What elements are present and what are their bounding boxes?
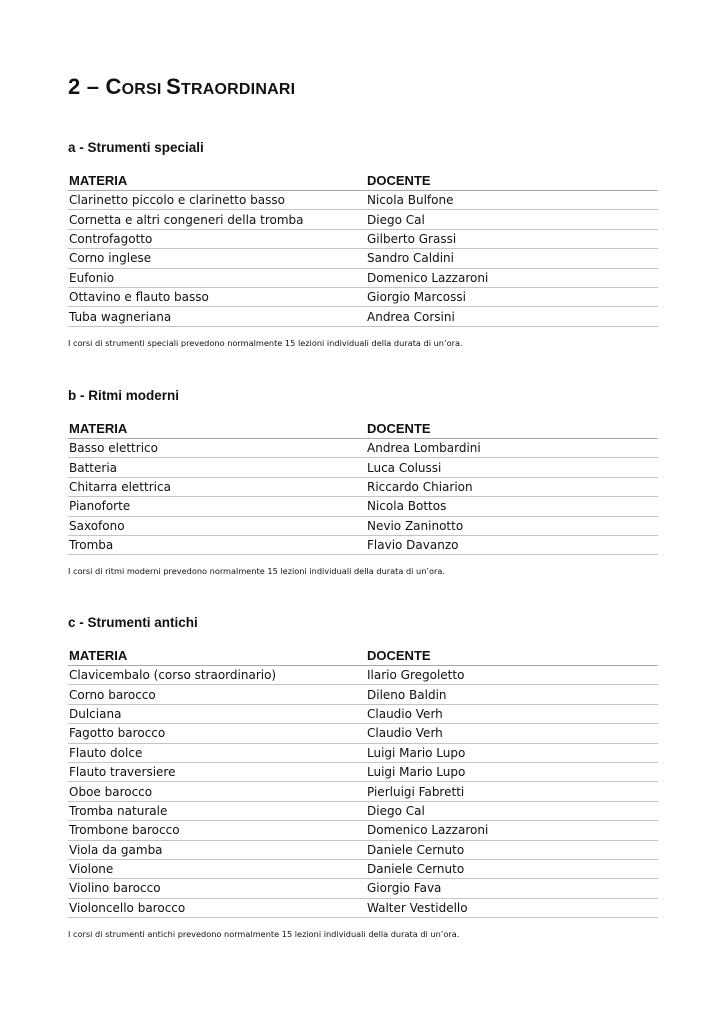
table-row <box>68 879 658 898</box>
materia-cell: Chitarra elettrica <box>68 477 366 496</box>
docente-cell: Sandro Caldini <box>366 249 658 268</box>
materia-cell: Corno barocco <box>68 685 366 704</box>
section-ritmi-moderni <box>68 386 658 577</box>
docente-cell: Andrea Corsini <box>366 307 658 326</box>
page-title-initial-1: C <box>105 74 122 99</box>
docente-cell: Domenico Lazzaroni <box>366 821 658 840</box>
docente-cell: Diego Cal <box>366 801 658 820</box>
docente-cell: Nicola Bottos <box>366 497 658 516</box>
column-header-materia: MATERIA <box>68 647 366 666</box>
docente-cell: Diego Cal <box>366 210 658 229</box>
table-row <box>68 724 658 743</box>
materia-cell: Dulciana <box>68 704 366 723</box>
materia-cell: Tuba wagneriana <box>68 307 366 326</box>
column-header-materia: MATERIA <box>68 420 366 439</box>
materia-cell: Tromba <box>68 535 366 554</box>
table-row <box>68 535 658 554</box>
materia-cell: Fagotto barocco <box>68 724 366 743</box>
table-row <box>68 704 658 723</box>
table-row <box>68 439 658 458</box>
table-header-row <box>68 172 658 191</box>
docente-cell: Claudio Verh <box>366 704 658 723</box>
docente-cell: Riccardo Chiarion <box>366 477 658 496</box>
table-row <box>68 666 658 685</box>
table-row <box>68 307 658 326</box>
materia-cell: Tromba naturale <box>68 801 366 820</box>
table-row <box>68 898 658 917</box>
courses-table <box>68 420 658 555</box>
materia-cell: Oboe barocco <box>68 782 366 801</box>
section-title: b - Ritmi moderni <box>68 388 179 403</box>
materia-cell: Basso elettrico <box>68 439 366 458</box>
materia-cell: Clarinetto piccolo e clarinetto basso <box>68 191 366 210</box>
table-row <box>68 191 658 210</box>
materia-cell: Flauto dolce <box>68 743 366 762</box>
materia-cell: Batteria <box>68 458 366 477</box>
table-row <box>68 782 658 801</box>
table-header-row <box>68 647 658 666</box>
materia-cell: Saxofono <box>68 516 366 535</box>
materia-cell: Trombone barocco <box>68 821 366 840</box>
section-note: I corsi di strumenti speciali prevedono normalmente 15 lezioni individuali della durata di un’ora. <box>68 337 463 348</box>
column-header-docente: DOCENTE <box>366 420 658 439</box>
materia-cell: Clavicembalo (corso straordinario) <box>68 666 366 685</box>
docente-cell: Daniele Cernuto <box>366 859 658 878</box>
section-title: c - Strumenti antichi <box>68 615 198 630</box>
docente-cell: Nevio Zaninotto <box>366 516 658 535</box>
page-title-initial-2: S <box>166 74 182 99</box>
materia-cell: Violoncello barocco <box>68 898 366 917</box>
page-title <box>68 74 295 100</box>
table-row <box>68 229 658 248</box>
courses-table <box>68 172 658 327</box>
table-row <box>68 685 658 704</box>
materia-cell: Corno inglese <box>68 249 366 268</box>
materia-cell: Pianoforte <box>68 497 366 516</box>
docente-cell: Flavio Davanzo <box>366 535 658 554</box>
docente-cell: Luca Colussi <box>366 458 658 477</box>
table-row <box>68 743 658 762</box>
table-header-row <box>68 420 658 439</box>
materia-cell: Ottavino e flauto basso <box>68 287 366 306</box>
docente-cell: Ilario Gregoletto <box>366 666 658 685</box>
page-title-rest-2: TRAORDINARI <box>181 81 296 98</box>
docente-cell: Giorgio Marcossi <box>366 287 658 306</box>
table-row <box>68 762 658 781</box>
column-header-materia: MATERIA <box>68 172 366 191</box>
table-row <box>68 458 658 477</box>
docente-cell: Giorgio Fava <box>366 879 658 898</box>
section-note: I corsi di ritmi moderni prevedono normalmente 15 lezioni individuali della durata di un’ora. <box>68 566 446 577</box>
column-header-docente: DOCENTE <box>366 172 658 191</box>
table-row <box>68 497 658 516</box>
materia-cell: Eufonio <box>68 268 366 287</box>
table-row <box>68 801 658 820</box>
page-title-rest-1: ORSI <box>121 81 167 98</box>
table-row <box>68 859 658 878</box>
table-row <box>68 249 658 268</box>
page-title-number: 2 – <box>68 74 106 99</box>
docente-cell: Claudio Verh <box>366 724 658 743</box>
column-header-docente: DOCENTE <box>366 647 658 666</box>
docente-cell: Daniele Cernuto <box>366 840 658 859</box>
table-row <box>68 516 658 535</box>
table-row <box>68 210 658 229</box>
materia-cell: Violino barocco <box>68 879 366 898</box>
table-row <box>68 268 658 287</box>
docente-cell: Luigi Mario Lupo <box>366 743 658 762</box>
table-row <box>68 287 658 306</box>
section-title: a - Strumenti speciali <box>68 140 204 155</box>
section-strumenti-speciali <box>68 138 658 349</box>
materia-cell: Violone <box>68 859 366 878</box>
section-strumenti-antichi <box>68 613 658 940</box>
docente-cell: Gilberto Grassi <box>366 229 658 248</box>
courses-table <box>68 647 658 918</box>
docente-cell: Luigi Mario Lupo <box>366 762 658 781</box>
table-row <box>68 840 658 859</box>
section-note: I corsi di strumenti antichi prevedono normalmente 15 lezioni individuali della durata di un’ora. <box>68 929 460 940</box>
docente-cell: Andrea Lombardini <box>366 439 658 458</box>
table-row <box>68 821 658 840</box>
materia-cell: Controfagotto <box>68 229 366 248</box>
docente-cell: Walter Vestidello <box>366 898 658 917</box>
docente-cell: Dileno Baldin <box>366 685 658 704</box>
docente-cell: Pierluigi Fabretti <box>366 782 658 801</box>
materia-cell: Viola da gamba <box>68 840 366 859</box>
materia-cell: Cornetta e altri congeneri della tromba <box>68 210 366 229</box>
table-row <box>68 477 658 496</box>
docente-cell: Domenico Lazzaroni <box>366 268 658 287</box>
materia-cell: Flauto traversiere <box>68 762 366 781</box>
docente-cell: Nicola Bulfone <box>366 191 658 210</box>
